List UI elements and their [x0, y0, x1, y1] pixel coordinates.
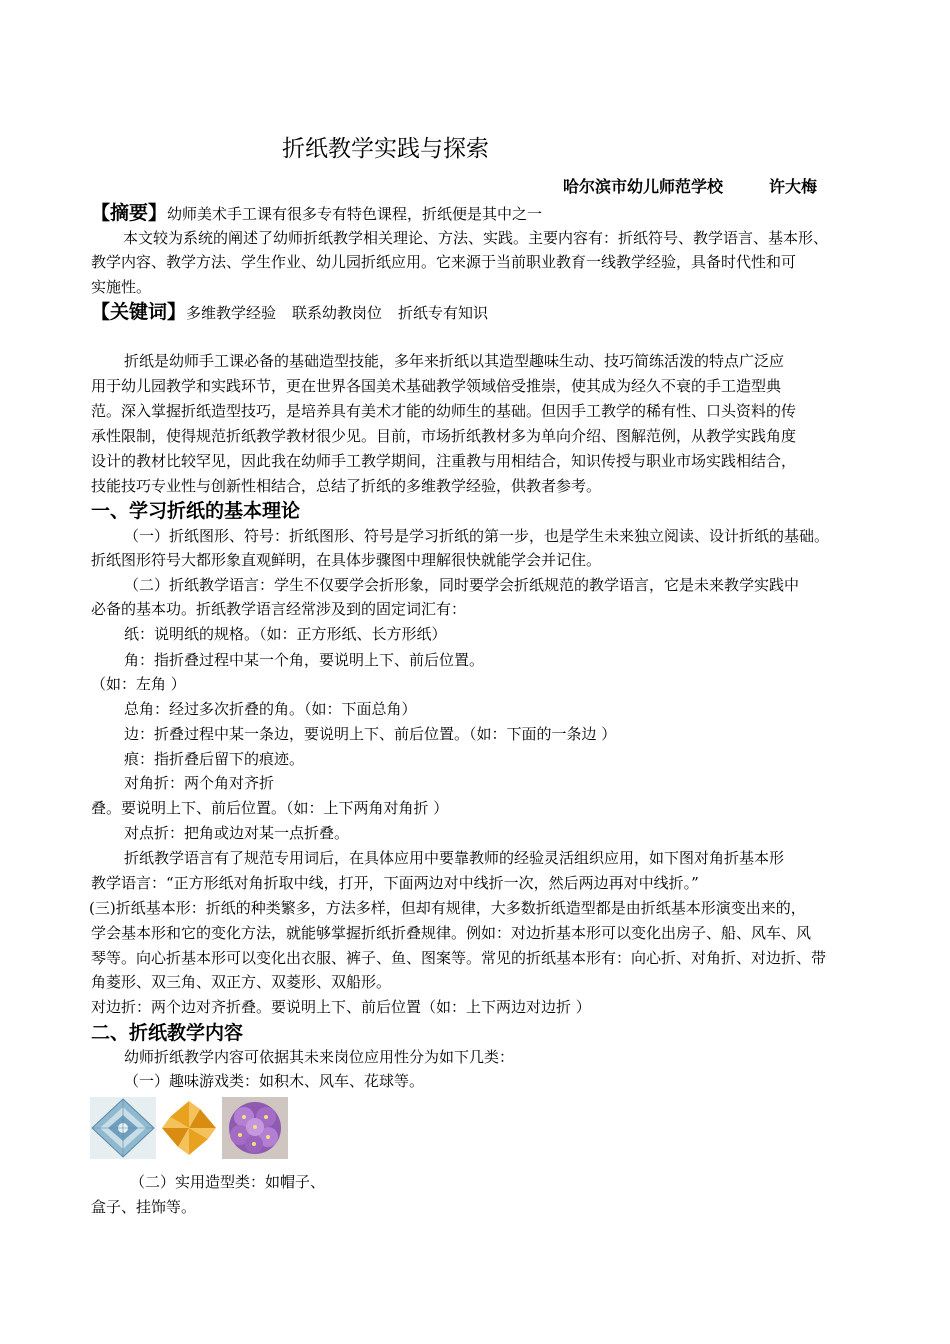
body-line: 对点折：把角或边对某一点折叠。 — [124, 824, 350, 842]
section-heading: 二、折纸教学内容 — [91, 1022, 244, 1044]
body-line: 教学语言：“正方形纸对角折取中线，打开，下面两边对中线折一次，然后两边再对中线折。” — [91, 874, 699, 892]
body-line: 角：指折叠过程中某一个角，要说明上下、前后位置。 — [124, 651, 485, 669]
intro-line: 折纸是幼师手工课必备的基础造型技能，多年来折纸以其造型趣味生动、技巧简练活泼的特点广泛应 — [124, 352, 785, 370]
body-line: 幼师折纸教学内容可依据其未来岗位应用性分为如下几类： — [124, 1048, 515, 1066]
intro-line: 范。深入掌握折纸造型技巧，是培养具有美术才能的幼师生的基础。但因手工教学的稀有性、口头资料的传 — [91, 402, 797, 420]
intro-line: 技能技巧专业性与创新性相结合，总结了折纸的多维教学经验，供教者参考。 — [91, 477, 602, 495]
body-line: 对角折：两个角对齐折 — [124, 774, 275, 792]
keywords-label: 【关键词】 — [91, 301, 187, 323]
origami-kusudama-image — [222, 1097, 288, 1159]
keyword: 折纸专有知识 — [398, 304, 489, 322]
body-line: 琴等。向心折基本形可以变化出衣服、裤子、鱼、图案等。常见的折纸基本形有：向心折、对角折、对边折、带 — [91, 949, 827, 967]
abstract-text: 实施性。 — [91, 278, 152, 296]
intro-line: 设计的教材比较罕见，因此我在幼师手工教学期间，注重教与用相结合，知识传授与职业市场实践相结合， — [91, 452, 797, 470]
section-heading: 一、学习折纸的基本理论 — [91, 500, 301, 522]
body-line: （二）实用造型类：如帽子、 — [130, 1173, 326, 1191]
body-line: 角菱形、双三角、双正方、双菱形、双船形。 — [91, 973, 392, 991]
body-line: （二）折纸教学语言：学生不仅要学会折形象，同时要学会折纸规范的教学语言，它是未来教学实践中 — [124, 576, 800, 594]
body-line: （一）趣味游戏类：如积木、风车、花球等。 — [124, 1072, 425, 1090]
body-line: 痕：指折叠后留下的痕迹。 — [124, 750, 305, 768]
page-title: 折纸教学实践与探索 — [282, 136, 489, 162]
keywords-line — [91, 300, 488, 325]
body-line: 折纸图形符号大都形象直观鲜明，在具体步骤图中理解很快就能学会并记住。 — [91, 551, 602, 569]
body-line: 学会基本形和它的变化方法，就能够掌握折纸折叠规律。例如：对边折基本形可以变化出房子、船、风车、风 — [91, 924, 812, 942]
body-line: （如：左角 ） — [91, 675, 186, 693]
body-line: 必备的基本功。折纸教学语言经常涉及到的固定词汇有： — [91, 600, 467, 618]
abstract-line — [91, 201, 542, 226]
keyword: 联系幼教岗位 — [292, 304, 383, 322]
origami-block-image — [90, 1097, 156, 1159]
body-line: 对边折：两个边对齐折叠。要说明上下、前后位置（如：上下两边对边折 ） — [91, 998, 591, 1016]
author-name: 许大梅 — [769, 177, 818, 196]
abstract-text: 教学内容、教学方法、学生作业、幼儿园折纸应用。它来源于当前职业教育一线教学经验，具备时代性和可 — [91, 253, 797, 271]
abstract-label: 【摘要】 — [91, 202, 168, 224]
abstract-text: 本文较为系统的阐述了幼师折纸教学相关理论、方法、实践。主要内容有：折纸符号、教学语言、基本形、 — [123, 229, 829, 247]
abstract-first: 幼师美术手工课有很多专有特色课程，折纸便是其中之一 — [167, 205, 543, 223]
body-line: 边：折叠过程中某一条边，要说明上下、前后位置。（如：下面的一条边 ） — [124, 725, 617, 743]
body-line: （一）折纸图形、符号：折纸图形、符号是学习折纸的第一步，也是学生未来独立阅读、设计折纸的基础。 — [124, 527, 830, 545]
body-line: (三)折纸基本形：折纸的种类繁多，方法多样，但却有规律，大多数折纸造型都是由折纸基本形演变出来的， — [89, 899, 806, 917]
origami-photos — [90, 1097, 288, 1159]
body-line: 盒子、挂饰等。 — [91, 1198, 197, 1216]
author-line — [563, 175, 817, 199]
body-line: 叠。要说明上下、前后位置。（如：上下两角对角折 ） — [91, 799, 449, 817]
keyword: 多维教学经验 — [186, 304, 277, 322]
origami-pinwheel-image — [158, 1097, 220, 1159]
intro-line: 承性限制，使得规范折纸教学教材很少见。目前，市场折纸教材多为单向介绍、图解范例，从教学实践角度 — [91, 427, 797, 445]
body-line: 总角：经过多次折叠的角。（如：下面总角） — [124, 700, 417, 718]
keywords-list — [186, 304, 488, 322]
intro-line: 用于幼儿园教学和实践环节，更在世界各国美术基础教学领域倍受推崇，使其成为经久不衰的手工造型典 — [91, 377, 782, 395]
body-line: 折纸教学语言有了规范专用词后，在具体应用中要靠教师的经验灵活组织应用，如下图对角折基本形 — [124, 849, 785, 867]
body-line: 纸：说明纸的规格。（如：正方形纸、长方形纸） — [124, 625, 447, 643]
author-school: 哈尔滨市幼儿师范学校 — [563, 177, 724, 196]
